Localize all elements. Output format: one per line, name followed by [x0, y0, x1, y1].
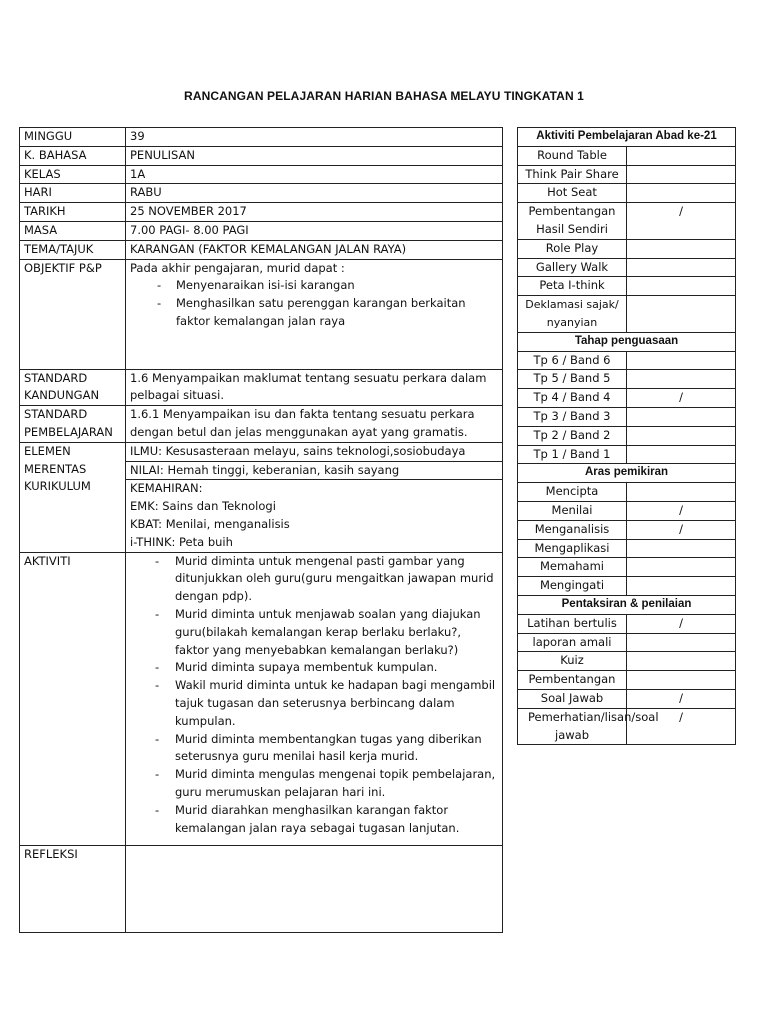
- checklist-mark: [627, 351, 736, 370]
- checklist-label: Mengaplikasi: [518, 539, 627, 558]
- checklist-label: Tp 2 / Band 2: [518, 426, 627, 445]
- checklist-label: Tp 5 / Band 5: [518, 370, 627, 389]
- checklist-mark: [627, 184, 736, 203]
- value-ilmu: ILMU: Kesusasteraan melayu, sains teknologi,sosiobudaya: [126, 442, 503, 461]
- value-kbahasa: PENULISAN: [126, 146, 503, 165]
- label-tema: TEMA/TAJUK: [20, 240, 126, 259]
- checklist-mark: /: [627, 501, 736, 520]
- checklist-mark: [627, 258, 736, 277]
- list-item: - Menghasilkan satu perenggan karangan berkaitan faktor kemalangan jalan raya: [130, 295, 498, 331]
- row-kelas: [20, 165, 503, 184]
- value-standard-pembelajaran: 1.6.1 Menyampaikan isu dan fakta tentang sesuatu perkara dengan betul dan jelas menggunakan ayat yang gramatis.: [126, 406, 503, 443]
- checklist-mark: [627, 633, 736, 652]
- checklist-mark: [627, 445, 736, 464]
- checklist-label: Think Pair Share: [518, 165, 627, 184]
- checklist-label: Tp 4 / Band 4: [518, 389, 627, 408]
- checklist-mark: [627, 558, 736, 577]
- section-header-aras: [518, 464, 736, 483]
- checklist-label: Kuiz: [518, 652, 627, 671]
- row-standard-kandungan: [20, 369, 503, 406]
- label-tarikh: TARIKH: [20, 203, 126, 222]
- list-item: - Murid diminta untuk mengenal pasti gambar yang ditunjukkan oleh guru(guru mengaitkan jawapan murid dengan pdp).: [130, 553, 498, 606]
- checklist-row: [518, 501, 736, 520]
- row-hari: [20, 184, 503, 203]
- label-aktiviti: AKTIVITI: [20, 552, 126, 845]
- checklist-row: [518, 445, 736, 464]
- label-kbahasa: K. BAHASA: [20, 146, 126, 165]
- checklist-row: [518, 165, 736, 184]
- row-objektif: [20, 259, 503, 369]
- checklist-row: [518, 146, 736, 165]
- row-tarikh: [20, 203, 503, 222]
- list-item: - Murid diminta untuk menjawab soalan yang diajukan guru(bilakah kemalangan kerap berlaku berlaku?, faktor yang menyebabkan kemalangan berlaku?): [130, 606, 498, 659]
- list-item: - Wakil murid diminta untuk ke hadapan bagi mengambil tajuk tugasan dan seterusnya berbincang dalam kumpulan.: [130, 677, 498, 730]
- checklist-label: Deklamasi sajak/ nyanyian: [518, 296, 627, 333]
- value-minggu: 39: [126, 128, 503, 147]
- row-kbahasa: [20, 146, 503, 165]
- checklist-mark: [627, 407, 736, 426]
- checklist-label: Menilai: [518, 501, 627, 520]
- checklist-row: [518, 407, 736, 426]
- checklist-mark: /: [627, 689, 736, 708]
- checklist-mark: [627, 370, 736, 389]
- checklist-label: Tp 3 / Band 3: [518, 407, 627, 426]
- value-tema: KARANGAN (FAKTOR KEMALANGAN JALAN RAYA): [126, 240, 503, 259]
- checklist-label: Pemerhatian/lisan/soal jawab: [518, 708, 627, 745]
- checklist-row: [518, 539, 736, 558]
- checklist-row: [518, 203, 736, 240]
- checklist-row: [518, 671, 736, 690]
- checklist-label: laporan amali: [518, 633, 627, 652]
- label-minggu: MINGGU: [20, 128, 126, 147]
- kemahiran-label: KEMAHIRAN:: [130, 481, 203, 496]
- list-item: - Murid diminta mengulas mengenai topik pembelajaran, guru merumuskan pelajaran hari ini.: [130, 766, 498, 802]
- label-standard-pembelajaran: STANDARD PEMBELAJARAN: [20, 406, 126, 443]
- value-standard-kandungan: 1.6 Menyampaikan maklumat tentang sesuatu perkara dalam pelbagai situasi.: [126, 369, 503, 406]
- tahap-header: Tahap penguasaan: [518, 332, 736, 351]
- value-kemahiran: [126, 480, 503, 552]
- checklist-label: Mengingati: [518, 577, 627, 596]
- checklist-label: Pembentangan Hasil Sendiri: [518, 203, 627, 240]
- checklist-table: [517, 127, 736, 745]
- checklist-mark: [627, 165, 736, 184]
- objektif-intro: Pada akhir pengajaran, murid dapat :: [130, 260, 345, 275]
- checklist-label: Tp 1 / Band 1: [518, 445, 627, 464]
- checklist-label: Hot Seat: [518, 184, 627, 203]
- page-title: RANCANGAN PELAJARAN HARIAN BAHASA MELAYU TINGKATAN 1: [184, 89, 584, 103]
- kemahiran-emk: EMK: Sains dan Teknologi: [130, 499, 276, 514]
- row-minggu: [20, 128, 503, 147]
- value-nilai: NILAI: Hemah tinggi, keberanian, kasih sayang: [126, 461, 503, 480]
- checklist-mark: /: [627, 614, 736, 633]
- checklist-mark: [627, 239, 736, 258]
- checklist-mark: /: [627, 203, 736, 240]
- checklist-mark: [627, 671, 736, 690]
- checklist-mark: /: [627, 520, 736, 539]
- checklist-label: Latihan bertulis: [518, 614, 627, 633]
- checklist-row: [518, 689, 736, 708]
- list-item: - Murid diminta membentangkan tugas yang diberikan seterusnya guru menilai hasil kerja murid.: [130, 731, 498, 767]
- checklist-label: Memahami: [518, 558, 627, 577]
- checklist-label: Soal Jawab: [518, 689, 627, 708]
- lesson-plan-table: [19, 127, 503, 933]
- value-masa: 7.00 PAGI- 8.00 PAGI: [126, 221, 503, 240]
- checklist-mark: [627, 539, 736, 558]
- checklist-row: [518, 633, 736, 652]
- checklist-row: [518, 184, 736, 203]
- checklist-label: Menganalisis: [518, 520, 627, 539]
- row-standard-pembelajaran: [20, 406, 503, 443]
- checklist-mark: /: [627, 708, 736, 745]
- label-standard-kandungan: STANDARD KANDUNGAN: [20, 369, 126, 406]
- checklist-row: [518, 577, 736, 596]
- checklist-mark: /: [627, 389, 736, 408]
- checklist-label: Tp 6 / Band 6: [518, 351, 627, 370]
- label-elemen: ELEMEN MERENTAS KURIKULUM: [20, 442, 126, 552]
- list-item: - Murid diminta supaya membentuk kumpulan.: [130, 659, 498, 677]
- checklist-mark: [627, 483, 736, 502]
- list-item: - Murid diarahkan menghasilkan karangan faktor kemalangan jalan raya sebagai tugasan lanjutan.: [130, 802, 498, 838]
- checklist-label: Pembentangan: [518, 671, 627, 690]
- list-item: - Menyenaraikan isi-isi karangan: [130, 277, 498, 295]
- checklist-label: Gallery Walk: [518, 258, 627, 277]
- value-hari: RABU: [126, 184, 503, 203]
- kemahiran-kbat: KBAT: Menilai, menganalisis: [130, 516, 290, 531]
- checklist-mark: [627, 652, 736, 671]
- aktiviti-list: [130, 553, 498, 838]
- row-aktiviti: [20, 552, 503, 845]
- label-objektif: OBJEKTIF P&P: [20, 259, 126, 369]
- checklist-mark: [627, 577, 736, 596]
- row-tema: [20, 240, 503, 259]
- section-header-abad21: [518, 128, 736, 147]
- checklist-row: [518, 258, 736, 277]
- value-tarikh: 25 NOVEMBER 2017: [126, 203, 503, 222]
- abad21-header: Aktiviti Pembelajaran Abad ke-21: [518, 128, 736, 147]
- checklist-row: [518, 239, 736, 258]
- section-header-tahap: [518, 332, 736, 351]
- checklist-row: [518, 370, 736, 389]
- checklist-row: [518, 614, 736, 633]
- checklist-row: [518, 426, 736, 445]
- pentaksiran-header: Pentaksiran & penilaian: [518, 595, 736, 614]
- checklist-mark: [627, 277, 736, 296]
- checklist-row: [518, 389, 736, 408]
- checklist-row: [518, 652, 736, 671]
- row-elemen-ilmu: [20, 442, 503, 461]
- label-kelas: KELAS: [20, 165, 126, 184]
- label-refleksi: REFLEKSI: [20, 845, 126, 932]
- label-hari: HARI: [20, 184, 126, 203]
- objektif-list: [130, 277, 498, 330]
- checklist-row: [518, 558, 736, 577]
- section-header-pentaksiran: [518, 595, 736, 614]
- checklist-mark: [627, 296, 736, 333]
- checklist-row: [518, 351, 736, 370]
- checklist-label: Mencipta: [518, 483, 627, 502]
- label-masa: MASA: [20, 221, 126, 240]
- row-refleksi: [20, 845, 503, 932]
- value-objektif: [126, 259, 503, 369]
- checklist-label: Role Play: [518, 239, 627, 258]
- value-kelas: 1A: [126, 165, 503, 184]
- checklist-row: [518, 296, 736, 333]
- checklist-row: [518, 277, 736, 296]
- checklist-mark: [627, 426, 736, 445]
- aras-header: Aras pemikiran: [518, 464, 736, 483]
- checklist-mark: [627, 146, 736, 165]
- row-masa: [20, 221, 503, 240]
- checklist-label: Peta I-think: [518, 277, 627, 296]
- kemahiran-ithink: i-THINK: Peta buih: [130, 534, 233, 549]
- checklist-row: [518, 708, 736, 745]
- checklist-label: Round Table: [518, 146, 627, 165]
- checklist-row: [518, 483, 736, 502]
- value-refleksi: [126, 845, 503, 932]
- checklist-row: [518, 520, 736, 539]
- value-aktiviti: [126, 552, 503, 845]
